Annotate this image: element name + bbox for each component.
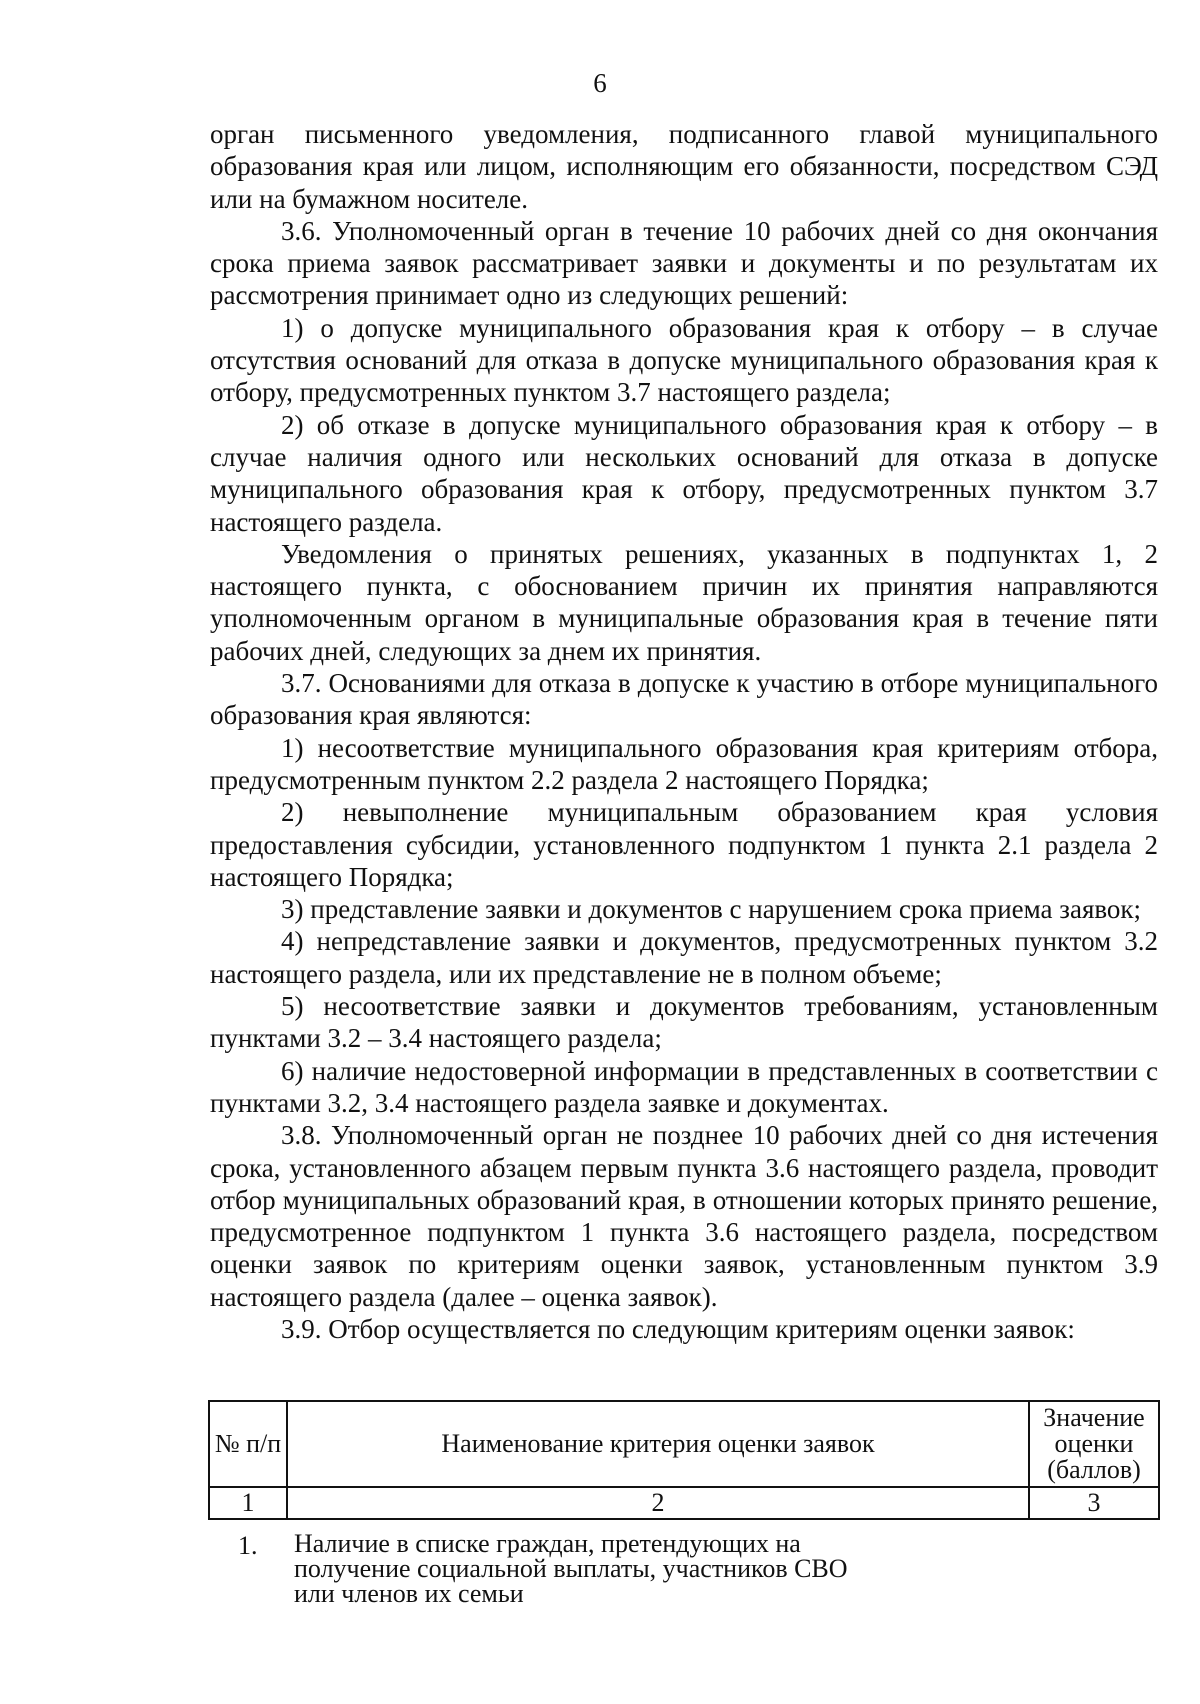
header-score-value: Значение оценки (баллов) xyxy=(1029,1401,1159,1487)
column-number-cell: 2 xyxy=(287,1487,1029,1519)
paragraph-3-6-item-2: 2) об отказе в допуске муниципального образования края к отбору – в случае наличия одного или нескольких оснований для отказа в допуске муниципального образования края к отбору, предусмотренных пунктом 3.7 настоящего раздела. xyxy=(210,409,1158,537)
header-criterion-name: Наименование критерия оценки заявок xyxy=(287,1401,1029,1487)
paragraph: орган письменного уведомления, подписанного главой муниципального образования края или лицом, исполняющим его обязанности, посредством СЭД или на бумажном носителе. xyxy=(210,119,1158,214)
criteria-table xyxy=(208,1400,1160,1520)
paragraph-3-7-item-2: 2) невыполнение муниципальным образованием края условия предоставления субсидии, установленного подпунктом 1 пункта 2.1 раздела 2 настоящего Порядка; xyxy=(210,797,1158,892)
body-text xyxy=(210,118,1158,1345)
table-header-row xyxy=(209,1401,1159,1487)
paragraph-3-7-item-4: 4) непредставление заявки и документов, предусмотренных пунктом 3.2 настоящего раздела, или их представление не в полном объеме; xyxy=(210,926,1158,989)
table-row xyxy=(209,1487,1159,1519)
paragraph-3-7-item-3: 3) представление заявки и документов с нарушением срока приема заявок; xyxy=(281,894,1142,925)
page-number: 6 xyxy=(593,68,607,98)
paragraph-3-6: 3.6. Уполномоченный орган в течение 10 рабочих дней со дня окончания срока приема заявок рассматривает заявки и документы и по результатам их рассмотрения принимает одно из следующих решений: xyxy=(210,215,1158,311)
column-number-cell: 3 xyxy=(1029,1487,1159,1519)
header-number: № п/п xyxy=(209,1401,287,1487)
paragraph-3-9: 3.9. Отбор осуществляется по следующим критериям оценки заявок: xyxy=(281,1313,1075,1344)
criterion-text: Наличие в списке граждан, претендующих на получение социальной выплаты, участников СВО или членов их семьи xyxy=(294,1529,848,1608)
paragraph-3-7-item-6: 6) наличие недостоверной информации в представленных в соответствии с пунктами 3.2, 3.4 настоящего раздела заявке и документах. xyxy=(210,1055,1158,1118)
paragraph-3-6-item-1: 1) о допуске муниципального образования края к отбору – в случае отсутствия оснований для отказа в допуске муниципального образования края к отбору, предусмотренных пунктом 3.7 настоящего раздела; xyxy=(210,312,1158,408)
paragraph-3-7: 3.7. Основаниями для отказа в допуске к участию в отборе муниципального образования края являются: xyxy=(210,668,1158,731)
paragraph-notification: Уведомления о принятых решениях, указанных в подпунктах 1, 2 настоящего пункта, с обоснованием причин их принятия направляются уполномоченным органом в муниципальные образования края в течение пяти рабочих дней, следующих за днем их принятия. xyxy=(210,538,1158,666)
paragraph-3-7-item-5: 5) несоответствие заявки и документов требованиям, установленным пунктами 3.2 – 3.4 настоящего раздела; xyxy=(210,991,1158,1054)
paragraph-3-7-item-1: 1) несоответствие муниципального образования края критериям отбора, предусмотренным пунктом 2.2 раздела 2 настоящего Порядка; xyxy=(210,732,1158,795)
row-number: 1. xyxy=(238,1531,258,1560)
column-number-cell: 1 xyxy=(209,1487,287,1519)
paragraph-3-8: 3.8. Уполномоченный орган не позднее 10 рабочих дней со дня истечения срока, установленного абзацем первым пункта 3.6 настоящего раздела, проводит отбор муниципальных образований края, в отношении которых принято решение, предусмотренное подпунктом 1 пункта 3.6 настоящего раздела, посредством оценки заявок по критериям оценки заявок, установленным пунктом 3.9 настоящего раздела (далее – оценка заявок). xyxy=(210,1120,1158,1312)
